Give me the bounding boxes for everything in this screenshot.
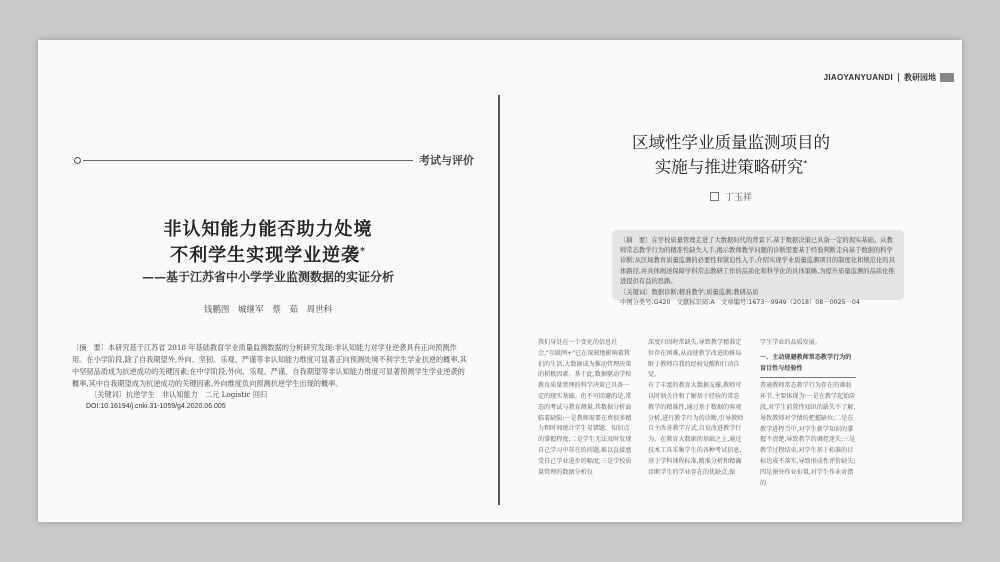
body-column-1: 我们身处在一个变化的信息社会,"互联网+"已在深刻地影响着我们的生活,大数据成为推动管理决策的积极因素。基于此,数据驱动学校教育质量管理的科学决策已具备一定的现实基础。但不可回避的是,常态的考试与教育测量,其数据分析面临着缺陷:一是教师需要在费很多精力和时间统计学生易错题、知识点的掌握程度;二是学生无法及时发现自己学习中存在的问题,难以直接感受自己学业进步的幅度;三是学校质量管理的数据分析仅 bbox=[538, 339, 632, 476]
left-title-footnote-mark: * bbox=[360, 247, 366, 257]
right-article-title bbox=[500, 132, 962, 178]
left-title-line-1: 非认知能力能否助力处境 bbox=[163, 219, 373, 240]
right-article-author-row bbox=[500, 190, 962, 203]
left-title-line-2: 不利学生实现学业逆袭 bbox=[170, 245, 361, 266]
section-heading-text: 一、主动规避教师常态教学行为的盲目性与经验性 bbox=[760, 353, 852, 372]
column-3-intro: 学生学业的品质发展。 bbox=[760, 339, 821, 346]
section-header bbox=[74, 152, 474, 168]
left-page bbox=[38, 40, 498, 522]
left-article-subtitle: ——基于江苏省中小学学业监测数据的实证分析 bbox=[141, 270, 394, 284]
left-article-keywords: 〔关键词〕抗逆学生 非认知能力 二元 Logistic 回归 bbox=[90, 390, 268, 399]
right-title-footnote-mark: * bbox=[803, 159, 808, 168]
running-header bbox=[824, 72, 954, 83]
header-column-name: 教研园地 bbox=[904, 73, 936, 82]
section-heading bbox=[760, 353, 856, 375]
circle-bullet-icon bbox=[74, 157, 81, 164]
left-article-authors: 钱鹏图 城继军 蔡 茹 周世科 bbox=[203, 305, 333, 315]
column-3-text: 普通教师常态教学行为存在的薄弱环节,主要体现为:一是在教学起始阶段,对学生前置性知识的缺失不了解,导致教师对学情的把握缺位;二是在教学进程当中,对学生新学知识的掌握不清楚,导致教学的调控迷失;三是教学过程结束,对学生基于标准的目标达成不落实,导致形成性评价缺失;四是课外作业布置,对学生作业对错的 bbox=[760, 382, 856, 487]
section-label: 考试与评价 bbox=[419, 154, 474, 167]
header-brand: JIAOYANYUANDI bbox=[823, 73, 893, 82]
body-column-3 bbox=[760, 338, 856, 514]
header-separator bbox=[898, 73, 899, 82]
right-article-abstract: 〔摘 要〕在学校质量管理走进了大数据时代的背景下,基于数据决策已具备一定的现实基础。从教师常态教学行为的精准性缺失入手,揭示教师教学问题的诊断需要基于经验判断走向基于数据的科学诊断;从区域教育质量监测的必要性和紧迫性入手,介绍实现学业质量监测项目的制度化和规范化的具体路径,并具体阐述保障学科常态教研工作的品质化和科学化的具体策略,为提升质量监测的品质化推进提供有益的思路。 bbox=[620, 237, 895, 285]
header-bar-icon bbox=[940, 73, 954, 82]
right-article-classification: 中图分类号:G420 文献标识码:A 文章编号:1673－9949（2018）08－0025－04 bbox=[620, 299, 860, 307]
right-article-author: 丁玉祥 bbox=[724, 193, 752, 203]
left-article-abstract: 〔摘 要〕本研究基于江苏省 2018 年基础教育学业质量监测数据的分析研究发现:非认知能力对学业逆袭具有正向预测作用。在小学阶段,除了自我期望外,外向、坚韧、乐观、严谨等非认知能力维度可显著正向预测处境不利学生学业抗逆的概率,其中坚韧品质成为抗逆成功的关键因素;在中学阶段,外向、乐观、严谨、自我期望等非认知能力维度可显著预测学生学业逆袭的概率,其中自我期望成为抗逆成功的关键因素,外向维度负向预测抗逆学生出现的概率。 bbox=[72, 343, 467, 388]
section-divider bbox=[83, 160, 413, 161]
body-column-2: 深度归因时常缺失,导致教学精准定位存在困难,从而使教学改进助推局限于教师自我的经验觉醒和行动自觉。 有了丰富的教育大数据支撑,教师可以时刻关注和了解基于经验的常态教学的精准性,通过基于数据的客观分析,进行教学行为的诊断,引导教师自主改善教学方式,自觉改进教学行为。在教育大数据的基础之上,通过技术工具采集学生的各种考试信息,基于学科课程标准,精准分析和精确诊断学生的学业存在的优缺点,保 bbox=[648, 339, 744, 476]
section-heading-rule bbox=[760, 377, 856, 378]
right-article-keywords: 〔关键词〕数据诊断;精准教学;质量监测;教研品质 bbox=[620, 289, 759, 297]
abstract-box bbox=[612, 230, 904, 307]
right-title-line-1: 区域性学业质量监测项目的 bbox=[632, 133, 830, 152]
square-bullet-icon bbox=[710, 192, 719, 201]
left-article-doi: DOI:10.16194/j.cnki.31-1059/g4.2020.06.005 bbox=[86, 403, 226, 410]
right-title-line-2: 实施与推进策略研究 bbox=[654, 157, 804, 177]
magazine-spread bbox=[38, 40, 962, 522]
right-page bbox=[500, 40, 962, 522]
left-article-title bbox=[38, 218, 498, 267]
